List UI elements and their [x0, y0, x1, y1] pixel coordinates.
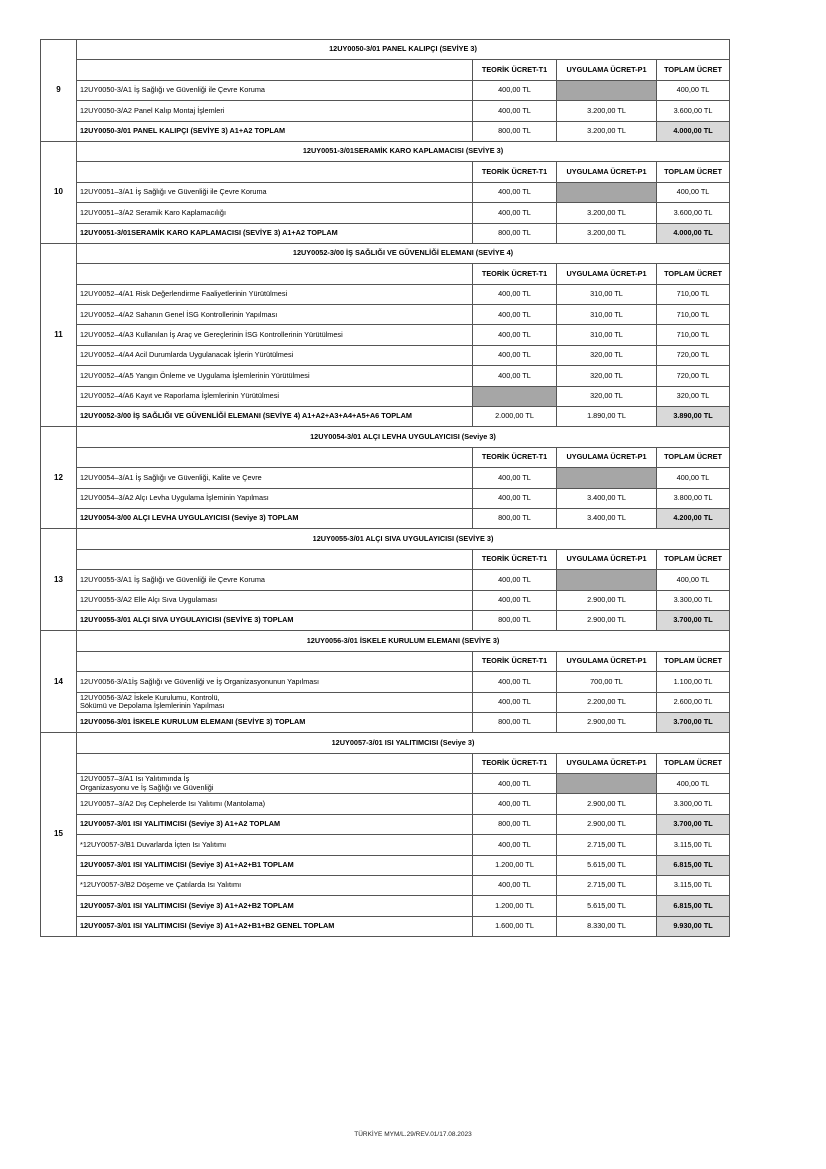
header-total-fee: TOPLAM ÜCRET	[657, 549, 730, 569]
header-total-fee: TOPLAM ÜCRET	[657, 447, 730, 467]
section-title-row	[41, 733, 730, 753]
theory-fee: 400,00 TL	[473, 692, 557, 712]
header-practice-fee: UYGULAMA ÜCRET-P1	[557, 447, 657, 467]
total-fee: 3.115,00 TL	[657, 835, 730, 855]
practice-fee: 310,00 TL	[557, 305, 657, 325]
section-title: 12UY0057-3/01 ISI YALITIMCISI (Seviye 3)	[77, 733, 730, 753]
total-fee: 3.700,00 TL	[657, 814, 730, 834]
header-practice-fee: UYGULAMA ÜCRET-P1	[557, 753, 657, 773]
section-title-row	[41, 141, 730, 161]
theory-fee: 400,00 TL	[473, 672, 557, 692]
unit-name: 12UY0051–3/A2 Seramik Karo Kaplamacılığı	[77, 203, 473, 223]
theory-fee: 800,00 TL	[473, 814, 557, 834]
total-row	[41, 508, 730, 528]
theory-fee: 400,00 TL	[473, 774, 557, 794]
unit-name: 12UY0055-3/A2 Elle Alçı Sıva Uygulaması	[77, 590, 473, 610]
theory-fee: 2.000,00 TL	[473, 407, 557, 427]
theory-fee: 400,00 TL	[473, 366, 557, 386]
table-row	[41, 366, 730, 386]
section-number: 12	[41, 427, 77, 529]
table-row	[41, 835, 730, 855]
total-fee: 400,00 TL	[657, 182, 730, 202]
header-total-fee: TOPLAM ÜCRET	[657, 651, 730, 671]
section-title: 12UY0056-3/01 İSKELE KURULUM ELEMANI (SEVİYE 3)	[77, 631, 730, 651]
total-fee: 400,00 TL	[657, 570, 730, 590]
practice-fee: 3.200,00 TL	[557, 121, 657, 141]
practice-fee: 2.715,00 TL	[557, 835, 657, 855]
table-row	[41, 345, 730, 365]
unit-name: 12UY0057-3/01 ISI YALITIMCISI (Seviye 3) A1+A2 TOPLAM	[77, 814, 473, 834]
section-number: 14	[41, 631, 77, 733]
total-fee: 400,00 TL	[657, 468, 730, 488]
unit-name: 12UY0051-3/01SERAMİK KARO KAPLAMACISI (SEVİYE 3) A1+A2 TOPLAM	[77, 223, 473, 243]
header-theory-fee: TEORİK ÜCRET-T1	[473, 264, 557, 284]
theory-fee: 400,00 TL	[473, 101, 557, 121]
header-practice-fee: UYGULAMA ÜCRET-P1	[557, 264, 657, 284]
total-fee: 2.600,00 TL	[657, 692, 730, 712]
practice-fee: 2.900,00 TL	[557, 590, 657, 610]
unit-name: 12UY0055-3/01 ALÇI SIVA UYGULAYICISI (SEVİYE 3) TOPLAM	[77, 610, 473, 630]
practice-fee: 3.200,00 TL	[557, 101, 657, 121]
unit-name: *12UY0057-3/B1 Duvarlarda İçten Isı Yalıtımı	[77, 835, 473, 855]
theory-fee: 400,00 TL	[473, 80, 557, 100]
practice-fee: 320,00 TL	[557, 366, 657, 386]
theory-fee: 1.600,00 TL	[473, 916, 557, 936]
unit-name: 12UY0054-3/00 ALÇI LEVHA UYGULAYICISI (Seviye 3) TOPLAM	[77, 508, 473, 528]
total-fee: 710,00 TL	[657, 284, 730, 304]
total-row	[41, 610, 730, 630]
theory-fee: 1.200,00 TL	[473, 896, 557, 916]
table-row	[41, 386, 730, 406]
total-row	[41, 712, 730, 732]
practice-fee	[557, 468, 657, 488]
theory-fee: 1.200,00 TL	[473, 855, 557, 875]
practice-fee	[557, 80, 657, 100]
table-row	[41, 305, 730, 325]
theory-fee: 400,00 TL	[473, 284, 557, 304]
practice-fee: 5.615,00 TL	[557, 896, 657, 916]
total-fee: 6.815,00 TL	[657, 855, 730, 875]
unit-name: 12UY0057–3/A1 Isı Yalıtımında İş Organizasyonu ve İş Sağlığı ve Güvenliği	[77, 774, 473, 794]
page-footer: TÜRKİYE MYM/L.29/REV.01/17.08.2023	[354, 1131, 472, 1138]
header-total-fee: TOPLAM ÜCRET	[657, 753, 730, 773]
section-title: 12UY0052-3/00 İŞ SAĞLIĞI VE GÜVENLİĞİ ELEMANI (SEVİYE 4)	[77, 243, 730, 263]
section-header-row	[41, 447, 730, 467]
total-row	[41, 121, 730, 141]
practice-fee: 2.900,00 TL	[557, 814, 657, 834]
unit-name: 12UY0057-3/01 ISI YALITIMCISI (Seviye 3) A1+A2+B2 TOPLAM	[77, 896, 473, 916]
header-practice-fee: UYGULAMA ÜCRET-P1	[557, 549, 657, 569]
total-fee: 400,00 TL	[657, 774, 730, 794]
header-blank-cell	[77, 753, 473, 773]
section-number: 13	[41, 529, 77, 631]
practice-fee: 3.200,00 TL	[557, 203, 657, 223]
table-row	[41, 101, 730, 121]
total-row	[41, 855, 730, 875]
total-fee: 720,00 TL	[657, 366, 730, 386]
practice-fee: 1.890,00 TL	[557, 407, 657, 427]
total-row	[41, 814, 730, 834]
section-title: 12UY0051-3/01SERAMİK KARO KAPLAMACISI (SEVİYE 3)	[77, 141, 730, 161]
practice-fee: 320,00 TL	[557, 345, 657, 365]
header-practice-fee: UYGULAMA ÜCRET-P1	[557, 651, 657, 671]
unit-name: 12UY0057-3/01 ISI YALITIMCISI (Seviye 3) A1+A2+B1+B2 GENEL TOPLAM	[77, 916, 473, 936]
header-total-fee: TOPLAM ÜCRET	[657, 162, 730, 182]
table-row	[41, 488, 730, 508]
table-row	[41, 774, 730, 794]
unit-name: 12UY0052–4/A5 Yangın Önleme ve Uygulama İşlemlerinin Yürütülmesi	[77, 366, 473, 386]
unit-name: 12UY0050-3/01 PANEL KALIPÇI (SEVİYE 3) A1+A2 TOPLAM	[77, 121, 473, 141]
theory-fee: 400,00 TL	[473, 794, 557, 814]
theory-fee: 400,00 TL	[473, 325, 557, 345]
total-fee: 3.890,00 TL	[657, 407, 730, 427]
theory-fee: 400,00 TL	[473, 590, 557, 610]
header-theory-fee: TEORİK ÜCRET-T1	[473, 447, 557, 467]
header-blank-cell	[77, 549, 473, 569]
section-title: 12UY0050-3/01 PANEL KALIPÇI (SEVİYE 3)	[77, 40, 730, 60]
total-row	[41, 916, 730, 936]
section-title: 12UY0054-3/01 ALÇI LEVHA UYGULAYICISI (Seviye 3)	[77, 427, 730, 447]
unit-name: 12UY0056-3/A2 İskele Kurulumu, Kontrolü, Sökümü ve Depolama İşlemlerinin Yapılması	[77, 692, 473, 712]
section-header-row	[41, 60, 730, 80]
header-theory-fee: TEORİK ÜCRET-T1	[473, 753, 557, 773]
section-header-row	[41, 549, 730, 569]
theory-fee: 400,00 TL	[473, 345, 557, 365]
unit-name: 12UY0057–3/A2 Dış Cephelerde Isı Yalıtımı (Mantolama)	[77, 794, 473, 814]
unit-name: 12UY0052–4/A6 Kayıt ve Raporlama İşlemlerinin Yürütülmesi	[77, 386, 473, 406]
unit-name: 12UY0054–3/A1 İş Sağlığı ve Güvenliği, Kalite ve Çevre	[77, 468, 473, 488]
practice-fee: 2.715,00 TL	[557, 876, 657, 896]
header-blank-cell	[77, 60, 473, 80]
header-total-fee: TOPLAM ÜCRET	[657, 264, 730, 284]
table-row	[41, 692, 730, 712]
header-blank-cell	[77, 162, 473, 182]
section-number: 11	[41, 243, 77, 427]
header-practice-fee: UYGULAMA ÜCRET-P1	[557, 60, 657, 80]
total-fee: 3.300,00 TL	[657, 590, 730, 610]
theory-fee: 400,00 TL	[473, 468, 557, 488]
total-fee: 4.000,00 TL	[657, 121, 730, 141]
theory-fee: 400,00 TL	[473, 203, 557, 223]
unit-name: 12UY0050-3/A2 Panel Kalıp Montaj İşlemleri	[77, 101, 473, 121]
section-number: 9	[41, 40, 77, 142]
table-row	[41, 570, 730, 590]
total-row	[41, 896, 730, 916]
theory-fee: 400,00 TL	[473, 876, 557, 896]
header-blank-cell	[77, 264, 473, 284]
unit-name: 12UY0057-3/01 ISI YALITIMCISI (Seviye 3) A1+A2+B1 TOPLAM	[77, 855, 473, 875]
total-fee: 710,00 TL	[657, 305, 730, 325]
practice-fee: 2.900,00 TL	[557, 794, 657, 814]
table-row	[41, 672, 730, 692]
total-fee: 3.600,00 TL	[657, 203, 730, 223]
table-row	[41, 182, 730, 202]
practice-fee: 310,00 TL	[557, 284, 657, 304]
table-row	[41, 468, 730, 488]
theory-fee: 400,00 TL	[473, 488, 557, 508]
header-theory-fee: TEORİK ÜCRET-T1	[473, 162, 557, 182]
section-title-row	[41, 40, 730, 60]
section-header-row	[41, 162, 730, 182]
section-title-row	[41, 631, 730, 651]
practice-fee	[557, 774, 657, 794]
total-fee: 3.600,00 TL	[657, 101, 730, 121]
theory-fee: 400,00 TL	[473, 305, 557, 325]
practice-fee	[557, 570, 657, 590]
total-row	[41, 407, 730, 427]
unit-name: 12UY0052-3/00 İŞ SAĞLIĞI VE GÜVENLİĞİ ELEMANI (SEVİYE 4) A1+A2+A3+A4+A5+A6 TOPLAM	[77, 407, 473, 427]
unit-name: 12UY0051–3/A1 İş Sağlığı ve Güvenliği ile Çevre Koruma	[77, 182, 473, 202]
practice-fee: 700,00 TL	[557, 672, 657, 692]
header-theory-fee: TEORİK ÜCRET-T1	[473, 60, 557, 80]
practice-fee: 2.900,00 TL	[557, 712, 657, 732]
theory-fee: 400,00 TL	[473, 570, 557, 590]
unit-name: 12UY0052–4/A2 Sahanın Genel İSG Kontrollerinin Yapılması	[77, 305, 473, 325]
total-fee: 320,00 TL	[657, 386, 730, 406]
unit-name: 12UY0056-3/01 İSKELE KURULUM ELEMANI (SEVİYE 3) TOPLAM	[77, 712, 473, 732]
section-header-row	[41, 753, 730, 773]
total-fee: 720,00 TL	[657, 345, 730, 365]
practice-fee: 2.900,00 TL	[557, 610, 657, 630]
header-blank-cell	[77, 447, 473, 467]
table-row	[41, 794, 730, 814]
section-header-row	[41, 651, 730, 671]
unit-name: 12UY0055-3/A1 İş Sağlığı ve Güvenliği ile Çevre Koruma	[77, 570, 473, 590]
table-row	[41, 325, 730, 345]
header-total-fee: TOPLAM ÜCRET	[657, 60, 730, 80]
practice-fee	[557, 182, 657, 202]
section-number: 10	[41, 141, 77, 243]
total-fee: 400,00 TL	[657, 80, 730, 100]
total-fee: 3.800,00 TL	[657, 488, 730, 508]
section-title: 12UY0055-3/01 ALÇI SIVA UYGULAYICISI (SEVİYE 3)	[77, 529, 730, 549]
theory-fee: 800,00 TL	[473, 508, 557, 528]
total-fee: 3.115,00 TL	[657, 876, 730, 896]
total-fee: 4.200,00 TL	[657, 508, 730, 528]
theory-fee: 400,00 TL	[473, 835, 557, 855]
section-header-row	[41, 264, 730, 284]
table-row	[41, 284, 730, 304]
section-title-row	[41, 427, 730, 447]
total-fee: 3.700,00 TL	[657, 610, 730, 630]
practice-fee: 310,00 TL	[557, 325, 657, 345]
theory-fee: 800,00 TL	[473, 121, 557, 141]
practice-fee: 3.400,00 TL	[557, 488, 657, 508]
practice-fee: 320,00 TL	[557, 386, 657, 406]
unit-name: *12UY0057-3/B2 Döşeme ve Çatılarda Isı Yalıtımı	[77, 876, 473, 896]
table-row	[41, 80, 730, 100]
unit-name: 12UY0056-3/A1İş Sağlığı ve Güvenliği ve İş Organizasyonunun Yapılması	[77, 672, 473, 692]
practice-fee: 5.615,00 TL	[557, 855, 657, 875]
theory-fee	[473, 386, 557, 406]
total-fee: 6.815,00 TL	[657, 896, 730, 916]
practice-fee: 3.400,00 TL	[557, 508, 657, 528]
header-theory-fee: TEORİK ÜCRET-T1	[473, 651, 557, 671]
unit-name: 12UY0052–4/A1 Risk Değerlendirme Faaliyetlerinin Yürütülmesi	[77, 284, 473, 304]
total-row	[41, 223, 730, 243]
table-row	[41, 590, 730, 610]
table-row	[41, 876, 730, 896]
practice-fee: 8.330,00 TL	[557, 916, 657, 936]
section-title-row	[41, 529, 730, 549]
practice-fee: 3.200,00 TL	[557, 223, 657, 243]
fee-table	[40, 39, 730, 937]
theory-fee: 800,00 TL	[473, 712, 557, 732]
total-fee: 3.700,00 TL	[657, 712, 730, 732]
total-fee: 710,00 TL	[657, 325, 730, 345]
header-theory-fee: TEORİK ÜCRET-T1	[473, 549, 557, 569]
table-row	[41, 203, 730, 223]
total-fee: 9.930,00 TL	[657, 916, 730, 936]
total-fee: 4.000,00 TL	[657, 223, 730, 243]
header-practice-fee: UYGULAMA ÜCRET-P1	[557, 162, 657, 182]
theory-fee: 800,00 TL	[473, 223, 557, 243]
fee-table-body	[41, 40, 730, 937]
unit-name: 12UY0050-3/A1 İş Sağlığı ve Güvenliği ile Çevre Koruma	[77, 80, 473, 100]
unit-name: 12UY0054–3/A2 Alçı Levha Uygulama İşleminin Yapılması	[77, 488, 473, 508]
theory-fee: 400,00 TL	[473, 182, 557, 202]
unit-name: 12UY0052–4/A4 Acil Durumlarda Uygulanacak İşlerin Yürütülmesi	[77, 345, 473, 365]
unit-name: 12UY0052–4/A3 Kullanılan İş Araç ve Gereçlerinin İSG Kontrollerinin Yürütülmesi	[77, 325, 473, 345]
header-blank-cell	[77, 651, 473, 671]
total-fee: 3.300,00 TL	[657, 794, 730, 814]
theory-fee: 800,00 TL	[473, 610, 557, 630]
total-fee: 1.100,00 TL	[657, 672, 730, 692]
section-title-row	[41, 243, 730, 263]
section-number: 15	[41, 733, 77, 937]
practice-fee: 2.200,00 TL	[557, 692, 657, 712]
